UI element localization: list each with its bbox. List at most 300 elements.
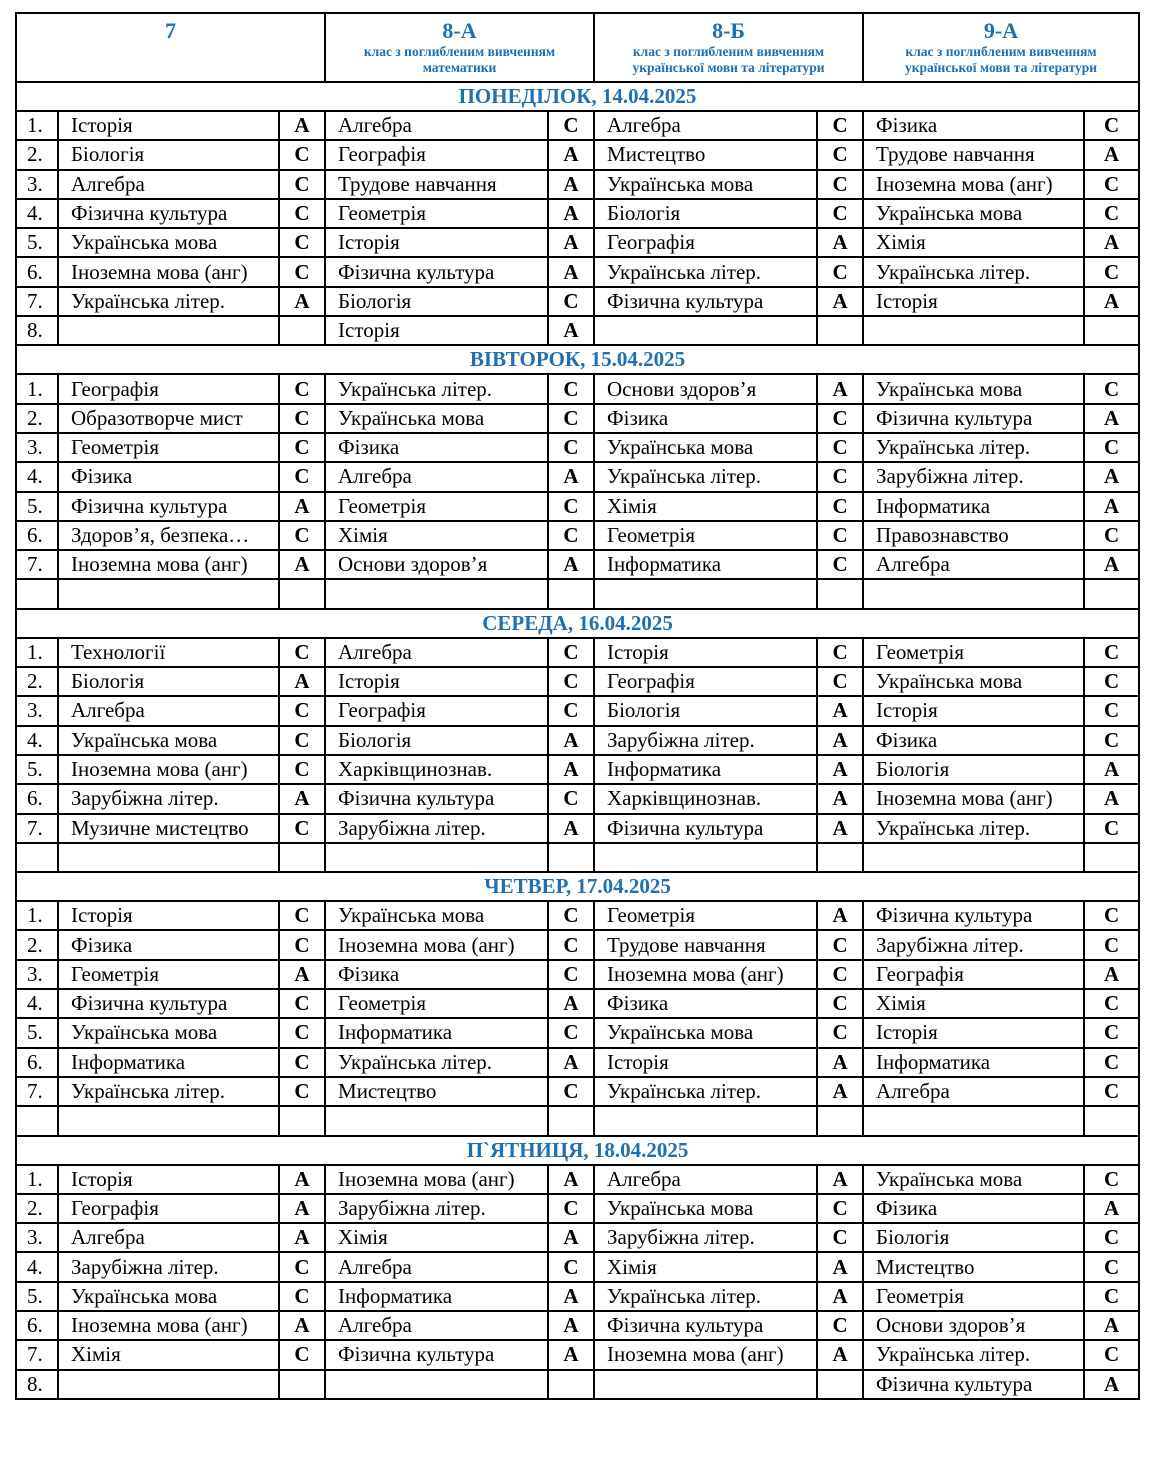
lesson-row bbox=[16, 433, 1139, 462]
subject-cell: Фізична культура bbox=[594, 287, 817, 316]
lesson-number: 3. bbox=[16, 696, 58, 725]
subject-cell: Географія bbox=[325, 696, 548, 725]
room-mark-cell: С bbox=[1084, 696, 1139, 725]
lesson-number: 5. bbox=[16, 492, 58, 521]
subject-cell bbox=[325, 579, 548, 608]
room-mark-cell: А bbox=[548, 1282, 594, 1311]
subject-cell: Українська мова bbox=[594, 433, 817, 462]
lesson-number: 7. bbox=[16, 814, 58, 843]
lesson-number: 4. bbox=[16, 1252, 58, 1281]
subject-cell: Хімія bbox=[863, 228, 1084, 257]
room-mark-cell: С bbox=[548, 1194, 594, 1223]
subject-cell: Основи здоров’я bbox=[325, 550, 548, 579]
room-mark-cell: А bbox=[548, 228, 594, 257]
room-mark-cell: С bbox=[817, 492, 863, 521]
room-mark-cell: С bbox=[548, 374, 594, 403]
subject-cell: Фізична культура bbox=[594, 814, 817, 843]
lesson-row bbox=[16, 170, 1139, 199]
room-mark-cell: С bbox=[279, 228, 325, 257]
class-header-8b bbox=[594, 13, 863, 82]
lesson-number: 6. bbox=[16, 1048, 58, 1077]
room-mark-cell: А bbox=[817, 374, 863, 403]
subject-cell: Трудове навчання bbox=[594, 930, 817, 959]
room-mark-cell bbox=[279, 1106, 325, 1135]
room-mark-cell: С bbox=[817, 1223, 863, 1252]
subject-cell: Фізична культура bbox=[58, 492, 279, 521]
room-mark-cell: А bbox=[548, 140, 594, 169]
room-mark-cell: С bbox=[1084, 374, 1139, 403]
room-mark-cell: А bbox=[548, 1223, 594, 1252]
subject-cell: Українська літер. bbox=[863, 257, 1084, 286]
room-mark-cell bbox=[817, 1370, 863, 1399]
room-mark-cell: С bbox=[817, 550, 863, 579]
room-mark-cell: С bbox=[279, 814, 325, 843]
subject-cell: Зарубіжна літер. bbox=[863, 462, 1084, 491]
subject-cell: Хімія bbox=[325, 1223, 548, 1252]
subject-cell: Зарубіжна літер. bbox=[325, 1194, 548, 1223]
room-mark-cell: С bbox=[1084, 901, 1139, 930]
lesson-number: 2. bbox=[16, 930, 58, 959]
subject-cell: Інформатика bbox=[325, 1282, 548, 1311]
schedule-body bbox=[16, 82, 1139, 1399]
lesson-number: 7. bbox=[16, 287, 58, 316]
room-mark-cell: А bbox=[817, 1282, 863, 1311]
room-mark-cell: А bbox=[279, 960, 325, 989]
subject-cell: Українська мова bbox=[58, 1018, 279, 1047]
subject-cell: Фізика bbox=[58, 462, 279, 491]
lesson-number: 1. bbox=[16, 901, 58, 930]
room-mark-cell: С bbox=[548, 901, 594, 930]
subject-cell bbox=[325, 1370, 548, 1399]
subject-cell: Іноземна мова (анг) bbox=[58, 755, 279, 784]
subject-cell: Українська літер. bbox=[325, 374, 548, 403]
room-mark-cell: А bbox=[1084, 1311, 1139, 1340]
subject-cell: Українська літер. bbox=[594, 1282, 817, 1311]
room-mark-cell: А bbox=[1084, 960, 1139, 989]
lesson-row bbox=[16, 696, 1139, 725]
subject-cell: Хімія bbox=[594, 492, 817, 521]
room-mark-cell: А bbox=[1084, 550, 1139, 579]
lesson-row bbox=[16, 1282, 1139, 1311]
room-mark-cell: С bbox=[548, 638, 594, 667]
room-mark-cell: А bbox=[817, 696, 863, 725]
room-mark-cell: А bbox=[548, 1165, 594, 1194]
subject-cell bbox=[594, 579, 817, 608]
subject-cell: Історія bbox=[863, 696, 1084, 725]
lesson-number: 3. bbox=[16, 1223, 58, 1252]
room-mark-cell: С bbox=[817, 1018, 863, 1047]
subject-cell: Фізична культура bbox=[58, 199, 279, 228]
subject-cell: Алгебра bbox=[58, 1223, 279, 1252]
room-mark-cell: С bbox=[1084, 1018, 1139, 1047]
lesson-number: 3. bbox=[16, 433, 58, 462]
subject-cell: Біологія bbox=[325, 287, 548, 316]
room-mark-cell: А bbox=[548, 550, 594, 579]
lesson-number: 6. bbox=[16, 1311, 58, 1340]
schedule-table bbox=[15, 12, 1140, 1400]
room-mark-cell: С bbox=[548, 111, 594, 140]
lesson-row bbox=[16, 960, 1139, 989]
room-mark-cell: А bbox=[279, 1311, 325, 1340]
lesson-row bbox=[16, 667, 1139, 696]
room-mark-cell: А bbox=[548, 1048, 594, 1077]
subject-cell: Історія bbox=[863, 1018, 1084, 1047]
subject-cell: Історія bbox=[863, 287, 1084, 316]
subject-cell bbox=[58, 1370, 279, 1399]
room-mark-cell: С bbox=[548, 492, 594, 521]
room-mark-cell: А bbox=[817, 1252, 863, 1281]
room-mark-cell: А bbox=[817, 784, 863, 813]
room-mark-cell: С bbox=[279, 989, 325, 1018]
subject-cell: Основи здоров’я bbox=[863, 1311, 1084, 1340]
subject-cell: Геометрія bbox=[863, 638, 1084, 667]
subject-cell bbox=[863, 316, 1084, 345]
room-mark-cell: А bbox=[1084, 287, 1139, 316]
subject-cell: Хімія bbox=[863, 989, 1084, 1018]
room-mark-cell: С bbox=[279, 257, 325, 286]
subject-cell: Українська літер. bbox=[58, 1077, 279, 1106]
subject-cell: Алгебра bbox=[325, 638, 548, 667]
subject-cell: Українська мова bbox=[58, 1282, 279, 1311]
room-mark-cell: С bbox=[279, 462, 325, 491]
subject-cell: Хімія bbox=[58, 1340, 279, 1369]
class-header-9a bbox=[863, 13, 1139, 82]
room-mark-cell: С bbox=[1084, 638, 1139, 667]
class-header-8a bbox=[325, 13, 594, 82]
room-mark-cell: С bbox=[817, 199, 863, 228]
subject-cell bbox=[863, 579, 1084, 608]
room-mark-cell: С bbox=[548, 696, 594, 725]
lesson-number: 1. bbox=[16, 374, 58, 403]
subject-cell: Геометрія bbox=[58, 960, 279, 989]
room-mark-cell: А bbox=[1084, 140, 1139, 169]
room-mark-cell: С bbox=[1084, 199, 1139, 228]
subject-cell: Українська літер. bbox=[58, 287, 279, 316]
subject-cell: Інформатика bbox=[58, 1048, 279, 1077]
subject-cell: Історія bbox=[325, 667, 548, 696]
room-mark-cell: С bbox=[817, 257, 863, 286]
subject-cell: Алгебра bbox=[594, 1165, 817, 1194]
lesson-row bbox=[16, 1077, 1139, 1106]
subject-cell: Алгебра bbox=[863, 1077, 1084, 1106]
lesson-row bbox=[16, 1018, 1139, 1047]
subject-cell: Іноземна мова (анг) bbox=[58, 550, 279, 579]
subject-cell: Українська мова bbox=[863, 199, 1084, 228]
lesson-number: 5. bbox=[16, 1018, 58, 1047]
subject-cell: Українська літер. bbox=[863, 1340, 1084, 1369]
lesson-row bbox=[16, 901, 1139, 930]
lesson-row bbox=[16, 638, 1139, 667]
room-mark-cell: А bbox=[1084, 492, 1139, 521]
room-mark-cell bbox=[548, 579, 594, 608]
room-mark-cell: С bbox=[817, 433, 863, 462]
room-mark-cell: А bbox=[279, 287, 325, 316]
room-mark-cell bbox=[279, 1370, 325, 1399]
room-mark-cell: С bbox=[1084, 1077, 1139, 1106]
lesson-number: 5. bbox=[16, 755, 58, 784]
lesson-row bbox=[16, 521, 1139, 550]
room-mark-cell bbox=[817, 843, 863, 872]
subject-cell: Геометрія bbox=[58, 433, 279, 462]
room-mark-cell: С bbox=[1084, 667, 1139, 696]
lesson-number: 2. bbox=[16, 140, 58, 169]
class-header-7 bbox=[16, 13, 325, 82]
room-mark-cell: С bbox=[548, 521, 594, 550]
subject-cell: Алгебра bbox=[325, 111, 548, 140]
lesson-row bbox=[16, 287, 1139, 316]
room-mark-cell: А bbox=[279, 1194, 325, 1223]
subject-cell: Історія bbox=[58, 901, 279, 930]
subject-cell: Алгебра bbox=[594, 111, 817, 140]
room-mark-cell: С bbox=[817, 111, 863, 140]
room-mark-cell: С bbox=[279, 140, 325, 169]
room-mark-cell: С bbox=[1084, 170, 1139, 199]
lesson-row bbox=[16, 1311, 1139, 1340]
subject-cell: Історія bbox=[325, 316, 548, 345]
lesson-row bbox=[16, 257, 1139, 286]
subject-cell: Іноземна мова (анг) bbox=[58, 1311, 279, 1340]
lesson-number: 1. bbox=[16, 111, 58, 140]
room-mark-cell: С bbox=[279, 404, 325, 433]
lesson-number bbox=[16, 579, 58, 608]
lesson-row bbox=[16, 1370, 1139, 1399]
room-mark-cell bbox=[548, 1370, 594, 1399]
subject-cell: Хімія bbox=[594, 1252, 817, 1281]
subject-cell: Геометрія bbox=[594, 901, 817, 930]
room-mark-cell: А bbox=[1084, 228, 1139, 257]
lesson-row bbox=[16, 1340, 1139, 1369]
subject-cell: Інформатика bbox=[863, 492, 1084, 521]
room-mark-cell: А bbox=[817, 1048, 863, 1077]
lesson-row bbox=[16, 228, 1139, 257]
room-mark-cell: С bbox=[279, 1077, 325, 1106]
subject-cell: Харківщинознав. bbox=[325, 755, 548, 784]
lesson-number: 3. bbox=[16, 960, 58, 989]
room-mark-cell bbox=[548, 1106, 594, 1135]
subject-cell: Зарубіжна літер. bbox=[594, 726, 817, 755]
subject-cell: Фізична культура bbox=[325, 257, 548, 286]
room-mark-cell: С bbox=[548, 1018, 594, 1047]
lesson-number: 8. bbox=[16, 1370, 58, 1399]
subject-cell: Зарубіжна літер. bbox=[863, 930, 1084, 959]
subject-cell: Фізика bbox=[863, 111, 1084, 140]
lesson-row bbox=[16, 1252, 1139, 1281]
room-mark-cell bbox=[1084, 1106, 1139, 1135]
class-subtitle: української мови та літератури bbox=[632, 60, 825, 75]
subject-cell: Алгебра bbox=[58, 696, 279, 725]
subject-cell: Біологія bbox=[325, 726, 548, 755]
room-mark-cell: С bbox=[279, 433, 325, 462]
class-name: 9-А bbox=[983, 18, 1019, 43]
lesson-number: 3. bbox=[16, 170, 58, 199]
room-mark-cell: А bbox=[548, 989, 594, 1018]
subject-cell: Українська мова bbox=[863, 667, 1084, 696]
lesson-row bbox=[16, 550, 1139, 579]
lesson-row bbox=[16, 492, 1139, 521]
subject-cell bbox=[863, 1106, 1084, 1135]
room-mark-cell: С bbox=[817, 1194, 863, 1223]
lesson-number bbox=[16, 1106, 58, 1135]
subject-cell bbox=[594, 1106, 817, 1135]
subject-cell: Історія bbox=[58, 1165, 279, 1194]
lesson-number: 2. bbox=[16, 1194, 58, 1223]
room-mark-cell: С bbox=[548, 930, 594, 959]
subject-cell: Фізична культура bbox=[58, 989, 279, 1018]
room-mark-cell: А bbox=[1084, 462, 1139, 491]
subject-cell: Українська мова bbox=[325, 901, 548, 930]
room-mark-cell: С bbox=[817, 170, 863, 199]
subject-cell: Алгебра bbox=[325, 1252, 548, 1281]
subject-cell: Українська мова bbox=[325, 404, 548, 433]
subject-cell bbox=[594, 316, 817, 345]
subject-cell: Біологія bbox=[58, 140, 279, 169]
room-mark-cell: А bbox=[1084, 755, 1139, 784]
room-mark-cell bbox=[279, 579, 325, 608]
room-mark-cell: А bbox=[279, 784, 325, 813]
room-mark-cell: А bbox=[548, 1340, 594, 1369]
lesson-row bbox=[16, 111, 1139, 140]
subject-cell bbox=[58, 1106, 279, 1135]
day-title: П`ЯТНИЦЯ, 18.04.2025 bbox=[16, 1136, 1139, 1165]
subject-cell: Іноземна мова (анг) bbox=[58, 257, 279, 286]
room-mark-cell: С bbox=[817, 638, 863, 667]
subject-cell: Українська мова bbox=[58, 726, 279, 755]
subject-cell: Фізика bbox=[58, 930, 279, 959]
subject-cell: Трудове навчання bbox=[863, 140, 1084, 169]
class-name: 8-А bbox=[442, 18, 477, 43]
subject-cell: Іноземна мова (анг) bbox=[325, 930, 548, 959]
lesson-number: 4. bbox=[16, 199, 58, 228]
subject-cell: Зарубіжна літер. bbox=[325, 814, 548, 843]
room-mark-cell: А bbox=[1084, 404, 1139, 433]
subject-cell: Інформатика bbox=[594, 755, 817, 784]
subject-cell: Основи здоров’я bbox=[594, 374, 817, 403]
subject-cell: Українська мова bbox=[58, 228, 279, 257]
day-header-row bbox=[16, 1136, 1139, 1165]
room-mark-cell: С bbox=[1084, 521, 1139, 550]
room-mark-cell: С bbox=[1084, 930, 1139, 959]
subject-cell: Геометрія bbox=[325, 492, 548, 521]
subject-cell: Фізична культура bbox=[863, 1370, 1084, 1399]
room-mark-cell: А bbox=[817, 1340, 863, 1369]
subject-cell: Українська літер. bbox=[863, 814, 1084, 843]
subject-cell: Зарубіжна літер. bbox=[594, 1223, 817, 1252]
lesson-row bbox=[16, 199, 1139, 228]
room-mark-cell: С bbox=[279, 199, 325, 228]
lesson-row bbox=[16, 579, 1139, 608]
room-mark-cell: С bbox=[1084, 1252, 1139, 1281]
subject-cell: Здоров’я, безпека… bbox=[58, 521, 279, 550]
room-mark-cell: А bbox=[1084, 1194, 1139, 1223]
room-mark-cell: А bbox=[548, 316, 594, 345]
room-mark-cell: А bbox=[817, 814, 863, 843]
room-mark-cell: С bbox=[1084, 814, 1139, 843]
subject-cell: Інформатика bbox=[325, 1018, 548, 1047]
subject-cell: Географія bbox=[325, 140, 548, 169]
room-mark-cell: А bbox=[1084, 1370, 1139, 1399]
subject-cell: Українська літер. bbox=[594, 1077, 817, 1106]
room-mark-cell: А bbox=[548, 257, 594, 286]
subject-cell: Фізична культура bbox=[863, 901, 1084, 930]
room-mark-cell: С bbox=[1084, 111, 1139, 140]
subject-cell: Геометрія bbox=[325, 199, 548, 228]
lesson-number: 2. bbox=[16, 404, 58, 433]
room-mark-cell: С bbox=[279, 1048, 325, 1077]
room-mark-cell: С bbox=[279, 930, 325, 959]
lesson-number: 6. bbox=[16, 257, 58, 286]
room-mark-cell: С bbox=[279, 755, 325, 784]
lesson-row bbox=[16, 814, 1139, 843]
lesson-number: 5. bbox=[16, 228, 58, 257]
lesson-row bbox=[16, 726, 1139, 755]
subject-cell bbox=[594, 1370, 817, 1399]
room-mark-cell: С bbox=[548, 404, 594, 433]
subject-cell: Музичне мистецтво bbox=[58, 814, 279, 843]
lesson-number: 4. bbox=[16, 726, 58, 755]
room-mark-cell: С bbox=[1084, 1282, 1139, 1311]
class-subtitle: клас з поглибленим вивченням bbox=[632, 44, 825, 59]
room-mark-cell: С bbox=[1084, 989, 1139, 1018]
lesson-row bbox=[16, 462, 1139, 491]
lesson-number: 4. bbox=[16, 989, 58, 1018]
room-mark-cell: А bbox=[548, 814, 594, 843]
subject-cell: Українська мова bbox=[863, 1165, 1084, 1194]
lesson-number: 8. bbox=[16, 316, 58, 345]
subject-cell: Фізика bbox=[594, 989, 817, 1018]
subject-cell: Іноземна мова (анг) bbox=[863, 170, 1084, 199]
subject-cell: Іноземна мова (анг) bbox=[863, 784, 1084, 813]
room-mark-cell: С bbox=[279, 374, 325, 403]
subject-cell: Мистецтво bbox=[863, 1252, 1084, 1281]
room-mark-cell: С bbox=[1084, 433, 1139, 462]
subject-cell: Українська літер. bbox=[594, 462, 817, 491]
subject-cell: Історія bbox=[594, 1048, 817, 1077]
lesson-number: 1. bbox=[16, 1165, 58, 1194]
room-mark-cell bbox=[1084, 316, 1139, 345]
subject-cell: Технології bbox=[58, 638, 279, 667]
class-name: 8-Б bbox=[712, 18, 745, 43]
subject-cell: Трудове навчання bbox=[325, 170, 548, 199]
room-mark-cell: С bbox=[279, 726, 325, 755]
lesson-number: 2. bbox=[16, 667, 58, 696]
room-mark-cell: А bbox=[279, 667, 325, 696]
lesson-row bbox=[16, 1165, 1139, 1194]
day-title: СЕРЕДА, 16.04.2025 bbox=[16, 609, 1139, 638]
subject-cell: Історія bbox=[594, 638, 817, 667]
subject-cell: Біологія bbox=[863, 755, 1084, 784]
room-mark-cell: С bbox=[817, 989, 863, 1018]
room-mark-cell: С bbox=[279, 1018, 325, 1047]
class-subtitle: української мови та літератури bbox=[905, 60, 1098, 75]
room-mark-cell bbox=[1084, 579, 1139, 608]
lesson-number: 6. bbox=[16, 784, 58, 813]
subject-cell: Фізика bbox=[325, 960, 548, 989]
room-mark-cell: С bbox=[279, 901, 325, 930]
subject-cell: Фізика bbox=[594, 404, 817, 433]
subject-cell: Географія bbox=[58, 374, 279, 403]
subject-cell: Іноземна мова (анг) bbox=[594, 960, 817, 989]
subject-cell: Фізика bbox=[863, 726, 1084, 755]
day-header-row bbox=[16, 872, 1139, 901]
room-mark-cell: С bbox=[817, 140, 863, 169]
subject-cell: Правознавство bbox=[863, 521, 1084, 550]
room-mark-cell: А bbox=[817, 228, 863, 257]
room-mark-cell: А bbox=[548, 170, 594, 199]
subject-cell: Мистецтво bbox=[594, 140, 817, 169]
room-mark-cell: С bbox=[817, 930, 863, 959]
room-mark-cell bbox=[548, 843, 594, 872]
subject-cell: Образотворче мист bbox=[58, 404, 279, 433]
